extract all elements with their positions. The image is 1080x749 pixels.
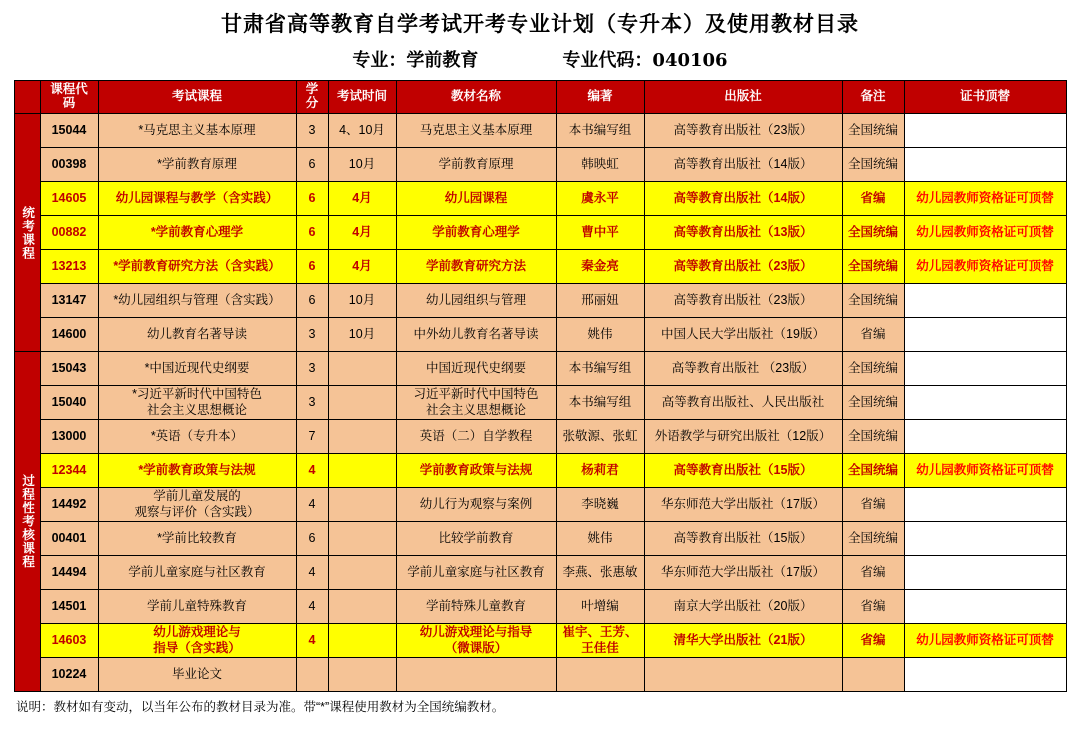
cell-author: 本书编写组 — [556, 352, 644, 386]
cell-remark: 全国统编 — [842, 284, 904, 318]
cell-course: *马克思主义基本原理 — [98, 114, 296, 148]
cell-author: 虞永平 — [556, 182, 644, 216]
cell-cert: 幼儿园教师资格证可顶替 — [904, 624, 1066, 658]
cell-code: 14501 — [40, 590, 98, 624]
cell-author: 本书编写组 — [556, 114, 644, 148]
cell-author: 李燕、张惠敏 — [556, 556, 644, 590]
header-code: 课程代码 — [40, 81, 98, 114]
cell-press — [644, 658, 842, 692]
cell-press: 高等教育出版社（13版） — [644, 216, 842, 250]
cell-book: 学前教育原理 — [396, 148, 556, 182]
cell-book: 幼儿行为观察与案例 — [396, 488, 556, 522]
table-row — [14, 114, 1066, 148]
cell-time — [328, 658, 396, 692]
group-label: 统考课程 — [14, 114, 40, 352]
cell-credit: 4 — [296, 454, 328, 488]
cell-remark: 省编 — [842, 624, 904, 658]
cell-author: 姚伟 — [556, 522, 644, 556]
cell-press: 高等教育出版社（14版） — [644, 182, 842, 216]
cell-book: 幼儿游戏理论与指导 （微课版） — [396, 624, 556, 658]
cell-book: 马克思主义基本原理 — [396, 114, 556, 148]
cell-press: 高等教育出版社、人民出版社 — [644, 386, 842, 420]
cell-press: 清华大学出版社（21版） — [644, 624, 842, 658]
cell-remark: 省编 — [842, 182, 904, 216]
cell-credit: 6 — [296, 284, 328, 318]
cell-author: 邢丽妞 — [556, 284, 644, 318]
cell-author: 李晓巍 — [556, 488, 644, 522]
cell-remark — [842, 658, 904, 692]
cell-book: 英语（二）自学教程 — [396, 420, 556, 454]
cell-book: 学前教育政策与法规 — [396, 454, 556, 488]
cell-credit — [296, 658, 328, 692]
cell-remark: 全国统编 — [842, 114, 904, 148]
cell-press: 高等教育出版社（15版） — [644, 522, 842, 556]
cell-time: 4月 — [328, 250, 396, 284]
cell-code: 00401 — [40, 522, 98, 556]
cell-code: 15043 — [40, 352, 98, 386]
table-row — [14, 284, 1066, 318]
cell-credit: 3 — [296, 386, 328, 420]
cell-time: 10月 — [328, 148, 396, 182]
cell-credit: 4 — [296, 624, 328, 658]
cell-time — [328, 386, 396, 420]
cell-author — [556, 658, 644, 692]
table-row — [14, 658, 1066, 692]
cell-course: *学前教育原理 — [98, 148, 296, 182]
cell-course: *习近平新时代中国特色 社会主义思想概论 — [98, 386, 296, 420]
table-row — [14, 420, 1066, 454]
cell-cert: 幼儿园教师资格证可顶替 — [904, 182, 1066, 216]
table-row — [14, 250, 1066, 284]
table-row — [14, 454, 1066, 488]
cell-remark: 省编 — [842, 556, 904, 590]
cell-code: 00882 — [40, 216, 98, 250]
cell-press: 中国人民大学出版社（19版） — [644, 318, 842, 352]
cell-time: 4月 — [328, 216, 396, 250]
header-author: 编著 — [556, 81, 644, 114]
cell-cert — [904, 318, 1066, 352]
cell-course: *学前比较教育 — [98, 522, 296, 556]
table-row — [14, 556, 1066, 590]
cell-book: 比较学前教育 — [396, 522, 556, 556]
cell-press: 高等教育出版社（23版） — [644, 250, 842, 284]
header-course: 考试课程 — [98, 81, 296, 114]
table-row — [14, 318, 1066, 352]
cell-time: 10月 — [328, 284, 396, 318]
table-row — [14, 488, 1066, 522]
cell-remark: 全国统编 — [842, 386, 904, 420]
cell-code: 14494 — [40, 556, 98, 590]
header-press: 出版社 — [644, 81, 842, 114]
cell-course: *学前教育研究方法（含实践） — [98, 250, 296, 284]
cell-remark: 全国统编 — [842, 148, 904, 182]
cell-credit: 3 — [296, 352, 328, 386]
cell-course: *中国近现代史纲要 — [98, 352, 296, 386]
cell-code: 14605 — [40, 182, 98, 216]
cell-book: 幼儿园组织与管理 — [396, 284, 556, 318]
cell-cert — [904, 658, 1066, 692]
cell-book: 幼儿园课程 — [396, 182, 556, 216]
header-time: 考试时间 — [328, 81, 396, 114]
cell-remark: 省编 — [842, 488, 904, 522]
cell-press: 高等教育出版社（23版） — [644, 114, 842, 148]
cell-course: *学前教育政策与法规 — [98, 454, 296, 488]
header-credit: 学分 — [296, 81, 328, 114]
cell-credit: 4 — [296, 488, 328, 522]
cell-cert — [904, 556, 1066, 590]
subtitle-row — [0, 42, 1080, 80]
cell-remark: 全国统编 — [842, 420, 904, 454]
table-row — [14, 624, 1066, 658]
cell-book: 中国近现代史纲要 — [396, 352, 556, 386]
cell-cert — [904, 386, 1066, 420]
cell-code: 13213 — [40, 250, 98, 284]
cell-remark: 省编 — [842, 318, 904, 352]
cell-code: 12344 — [40, 454, 98, 488]
cell-press: 高等教育出版社（15版） — [644, 454, 842, 488]
cell-time: 4、10月 — [328, 114, 396, 148]
cell-code: 13000 — [40, 420, 98, 454]
cell-credit: 6 — [296, 182, 328, 216]
cell-cert — [904, 148, 1066, 182]
table-row — [14, 216, 1066, 250]
cell-code: 10224 — [40, 658, 98, 692]
cell-press: 外语教学与研究出版社（12版） — [644, 420, 842, 454]
cell-cert: 幼儿园教师资格证可顶替 — [904, 216, 1066, 250]
table-row — [14, 522, 1066, 556]
header-remark: 备注 — [842, 81, 904, 114]
cell-cert — [904, 522, 1066, 556]
cell-remark: 省编 — [842, 590, 904, 624]
cell-author: 韩映虹 — [556, 148, 644, 182]
cell-book: 学前教育研究方法 — [396, 250, 556, 284]
cell-time: 4月 — [328, 182, 396, 216]
cell-cert: 幼儿园教师资格证可顶替 — [904, 250, 1066, 284]
cell-cert — [904, 352, 1066, 386]
cell-credit: 6 — [296, 216, 328, 250]
cell-press: 高等教育出版社（14版） — [644, 148, 842, 182]
table-row — [14, 182, 1066, 216]
cell-time — [328, 420, 396, 454]
cell-credit: 3 — [296, 318, 328, 352]
page-title: 甘肃省高等教育自学考试开考专业计划（专升本）及使用教材目录 — [221, 11, 859, 36]
cell-book: 学前教育心理学 — [396, 216, 556, 250]
cell-cert — [904, 420, 1066, 454]
cell-time — [328, 488, 396, 522]
header-group-blank — [14, 81, 40, 114]
table-row — [14, 386, 1066, 420]
cell-code: 14600 — [40, 318, 98, 352]
cell-author: 本书编写组 — [556, 386, 644, 420]
cell-press: 华东师范大学出版社（17版） — [644, 488, 842, 522]
cell-course: *英语（专升本） — [98, 420, 296, 454]
cell-author: 曹中平 — [556, 216, 644, 250]
cell-credit: 4 — [296, 590, 328, 624]
cell-course: 学前儿童发展的 观察与评价（含实践） — [98, 488, 296, 522]
cell-credit: 6 — [296, 250, 328, 284]
cell-book: 学前特殊儿童教育 — [396, 590, 556, 624]
cell-course: 幼儿园课程与教学（含实践） — [98, 182, 296, 216]
cell-time — [328, 454, 396, 488]
cell-book: 学前儿童家庭与社区教育 — [396, 556, 556, 590]
cell-press: 华东师范大学出版社（17版） — [644, 556, 842, 590]
cell-press: 高等教育出版社 （23版） — [644, 352, 842, 386]
group-label: 过程性考核课程 — [14, 352, 40, 692]
cell-course: 幼儿游戏理论与 指导（含实践） — [98, 624, 296, 658]
footnote: 说明：教材如有变动，以当年公布的教材目录为准。带“*”课程使用教材为全国统编教材。 — [16, 700, 505, 714]
table-row — [14, 352, 1066, 386]
cell-code: 15044 — [40, 114, 98, 148]
cell-remark: 全国统编 — [842, 216, 904, 250]
cell-cert — [904, 488, 1066, 522]
table-body — [14, 114, 1066, 692]
cell-press: 南京大学出版社（20版） — [644, 590, 842, 624]
cell-code: 14603 — [40, 624, 98, 658]
cell-code: 13147 — [40, 284, 98, 318]
cell-book: 习近平新时代中国特色 社会主义思想概论 — [396, 386, 556, 420]
cell-author: 秦金亮 — [556, 250, 644, 284]
header-cert: 证书顶替 — [904, 81, 1066, 114]
cell-credit: 7 — [296, 420, 328, 454]
cell-course: *学前教育心理学 — [98, 216, 296, 250]
cell-remark: 全国统编 — [842, 352, 904, 386]
table-row — [14, 590, 1066, 624]
cell-time — [328, 624, 396, 658]
cell-time — [328, 556, 396, 590]
cell-cert: 幼儿园教师资格证可顶替 — [904, 454, 1066, 488]
cell-code: 00398 — [40, 148, 98, 182]
cell-credit: 6 — [296, 148, 328, 182]
header-book: 教材名称 — [396, 81, 556, 114]
cell-time — [328, 522, 396, 556]
cell-cert — [904, 590, 1066, 624]
cell-cert — [904, 284, 1066, 318]
cell-book — [396, 658, 556, 692]
major-label: 专业：学前教育 — [352, 50, 479, 71]
cell-credit: 4 — [296, 556, 328, 590]
cell-credit: 3 — [296, 114, 328, 148]
cell-time — [328, 352, 396, 386]
cell-remark: 全国统编 — [842, 522, 904, 556]
cell-credit: 6 — [296, 522, 328, 556]
cell-author: 张敬源、张虹 — [556, 420, 644, 454]
cell-course: 毕业论文 — [98, 658, 296, 692]
cell-course: 幼儿教育名著导读 — [98, 318, 296, 352]
cell-author: 杨莉君 — [556, 454, 644, 488]
major-code-label: 专业代码：040106 — [562, 50, 728, 71]
cell-time: 10月 — [328, 318, 396, 352]
cell-code: 15040 — [40, 386, 98, 420]
cell-course: *幼儿园组织与管理（含实践） — [98, 284, 296, 318]
cell-author: 崔宇、王芳、 王佳佳 — [556, 624, 644, 658]
cell-remark: 全国统编 — [842, 454, 904, 488]
cell-course: 学前儿童特殊教育 — [98, 590, 296, 624]
cell-author: 叶增编 — [556, 590, 644, 624]
curriculum-table — [14, 80, 1067, 692]
table-header-row — [14, 81, 1066, 114]
cell-remark: 全国统编 — [842, 250, 904, 284]
cell-book: 中外幼儿教育名著导读 — [396, 318, 556, 352]
cell-author: 姚伟 — [556, 318, 644, 352]
table-row — [14, 148, 1066, 182]
cell-course: 学前儿童家庭与社区教育 — [98, 556, 296, 590]
cell-time — [328, 590, 396, 624]
cell-code: 14492 — [40, 488, 98, 522]
cell-cert — [904, 114, 1066, 148]
cell-press: 高等教育出版社（23版） — [644, 284, 842, 318]
